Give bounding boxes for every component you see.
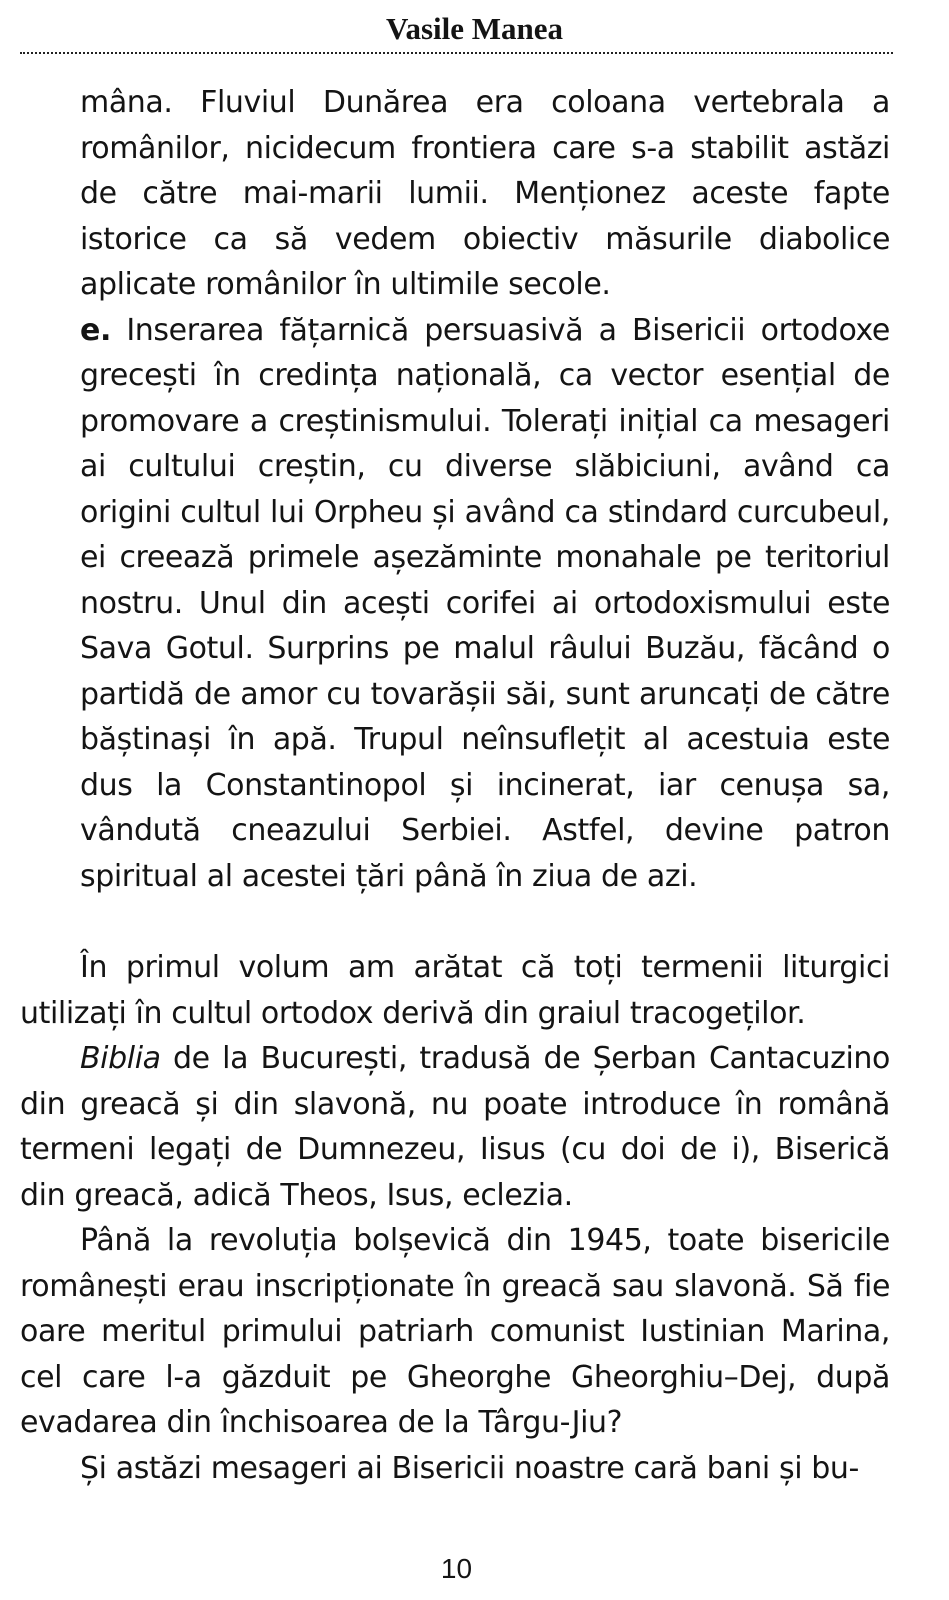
paragraph-text: de la București, tradusă de Șerban Cantacuzino din greacă și din slavonă, nu poate introduce în română termeni legați de Dumnezeu, Iisus (cu doi de i), Biserică din greacă, adică Theos, Isus, eclezia. (20, 1041, 890, 1213)
indented-list-block (80, 80, 890, 899)
body-paragraph: În primul volum am arătat că toți termenii liturgici utilizați în cultul ortodox derivă din graiul tracogeților. (20, 950, 890, 1031)
page-body (20, 80, 890, 1491)
header-dotted-rule (20, 52, 893, 54)
list-item-e (80, 308, 890, 900)
book-title-italic: Biblia (80, 1041, 161, 1076)
body-paragraph: Până la revoluția bolșevică din 1945, toate bisericile românești erau inscripționate în greacă sau slavonă. Să fie oare meritul primului patriarh comunist Iustinian Marina, cel care l-a găzduit pe Gheorghe Gheorghiu–Dej, după evadarea din închisoarea de la Târgu-Jiu? (20, 1223, 890, 1440)
list-item-text: Inserarea fățarnică persuasivă a Bisericii ortodoxe grecești în credința națională, ca vector esențial de promovare a creștinismului. Tolerați inițial ca mesageri ai cultului creștin, cu diverse slăbiciuni, având ca origini cultul lui Orpheu și având ca stindard curcubeul, ei creează primele așezăminte monahale pe teritoriul nostru. Unul din acești corifei ai ortodoxismului este Sava Gotul. Surprins pe malul râului Buzău, făcând o partidă de amor cu tovarășii săi, sunt aruncați de către băștinași în apă. Trupul neînsuflețit al acestuia este dus la Constantinopol și incinerat, iar cenușa sa, vândută cneazului Serbiei. Astfel, devine patron spiritual al acestei țări până în ziua de azi. (80, 312, 890, 894)
paragraph-spacer (20, 899, 890, 945)
body-paragraph: Și astăzi mesageri ai Bisericii noastre cară bani și bu- (80, 1450, 859, 1486)
body-paragraph (20, 1036, 890, 1218)
list-continuation-paragraph: mâna. Fluviul Dunărea era coloana vertebrala a românilor, nicidecum frontiera care s-a stabilit astăzi de către mai-marii lumii. Menționez aceste fapte istorice ca să vedem obiectiv măsurile diabolice aplicate românilor în ultimile secole. (80, 85, 890, 302)
list-item-marker: e. (80, 312, 111, 348)
running-header-author: Vasile Manea (385, 11, 564, 46)
page-number: 10 (440, 1553, 473, 1584)
